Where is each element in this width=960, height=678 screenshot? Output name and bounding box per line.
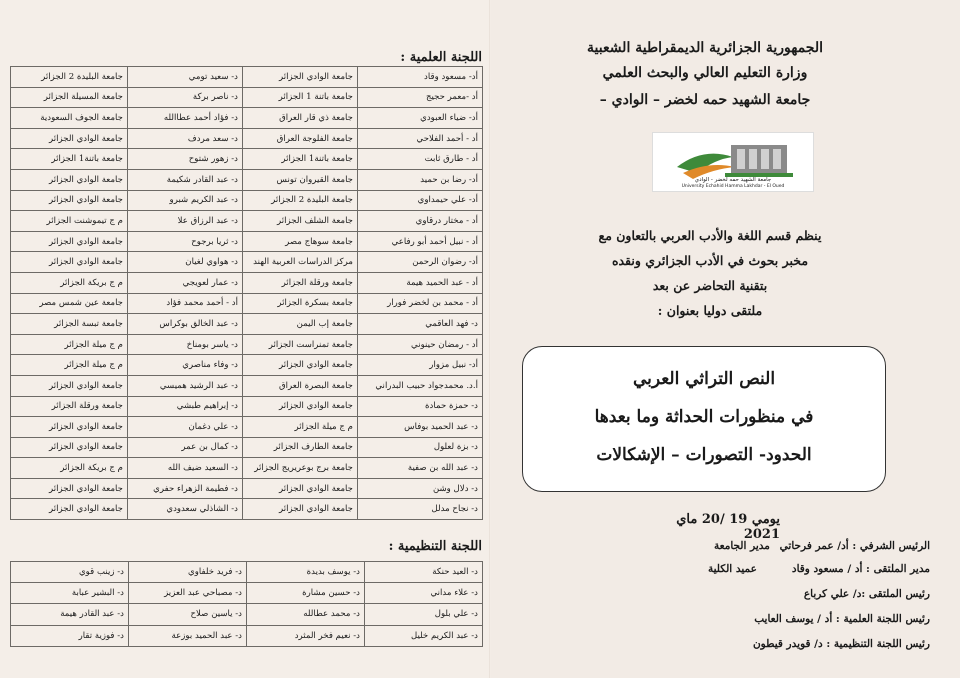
conference-director: مدير الملتقى : أد / مسعود وقاد <box>791 563 930 575</box>
scientific-row-cell: د- علي دغمان <box>128 417 243 438</box>
scientific-committee-table <box>10 66 483 520</box>
scientific-row <box>11 478 483 499</box>
scientific-row <box>11 252 483 273</box>
intro-line-3: بتقنية التحاضر عن بعد <box>652 278 768 293</box>
honorary-president: الرئيس الشرفي : أد/ عمر فرحاتي <box>779 540 930 552</box>
scientific-row-cell: أد - رمضان حينوني <box>358 334 483 355</box>
scientific-row-cell: جامعة تبسة الجزائر <box>11 314 128 335</box>
scientific-row-cell: جامعة الوادي الجزائر <box>11 231 128 252</box>
scientific-row-cell: جامعة الوادي الجزائر <box>243 355 358 376</box>
organizing-row-cell: د- حسين مشارة <box>247 583 365 604</box>
organizing-committee-title: اللجنة التنظيمية : <box>388 539 482 554</box>
scientific-row-cell: د- عبد الرشيد هميسي <box>128 375 243 396</box>
scientific-row-cell: د- عبد الحميد بوفاس <box>358 417 483 438</box>
intro-line-4: ملتقى دوليا بعنوان : <box>657 303 763 318</box>
scientific-row-cell: جامعة تمنراست الجزائر <box>243 334 358 355</box>
organizing-row-cell: د- علاء مداني <box>365 583 483 604</box>
scientific-row-cell: جامعة البليدة 2 الجزائر <box>243 190 358 211</box>
scientific-row-cell: د- فهد العاقمي <box>358 314 483 335</box>
organizing-row <box>11 583 483 604</box>
scientific-row <box>11 396 483 417</box>
organizing-row <box>11 604 483 625</box>
scientific-row-cell: جامعة سوهاج مصر <box>243 231 358 252</box>
header-university: جامعة الشهيد حمه لخضر – الوادي – <box>599 92 811 108</box>
scientific-row-cell: جامعة برج بوعريريج الجزائر <box>243 458 358 479</box>
scientific-row-cell: م ج ميلة الجزائر <box>11 355 128 376</box>
organizing-row-cell: د- عبد الحميد بوزعة <box>129 625 247 646</box>
scientific-row-cell: د- عبد القادر شكيمة <box>128 169 243 190</box>
scientific-row-cell: أد - نبيل أحمد أبو رفاعي <box>358 231 483 252</box>
scientific-row-cell: د- عبد الرزاق علا <box>128 211 243 232</box>
scientific-row-cell: د- الشاذلي سعدودي <box>128 499 243 520</box>
organizing-row-cell: د- العيد حنكة <box>365 562 483 583</box>
scientific-row-cell: د- فؤاد أحمد عطاالله <box>128 108 243 129</box>
scientific-row-cell: جامعة الجوف السعودية <box>11 108 128 129</box>
intro-line-2: مخبر بحوث في الأدب الجزائري ونقده <box>611 253 809 268</box>
scientific-row-cell: م ج تيموشنت الجزائر <box>11 211 128 232</box>
scientific-row-cell: جامعة الوادي الجزائر <box>11 417 128 438</box>
scientific-row <box>11 211 483 232</box>
scientific-row-cell: د- سعيد تومي <box>128 67 243 88</box>
conference-title-line-1: النص التراثي العربي <box>632 369 776 389</box>
scientific-row-cell: جامعة الوادي الجزائر <box>11 252 128 273</box>
scientific-row <box>11 458 483 479</box>
organizing-committee-chair: رئيس اللجنة التنظيمية : د/ قويدر قيطون <box>752 638 930 650</box>
scientific-committee-title: اللجنة العلمية : <box>400 50 482 65</box>
organizing-row <box>11 625 483 646</box>
scientific-row <box>11 293 483 314</box>
conference-director-role: عميد الكلية <box>708 563 757 575</box>
scientific-row-cell: جامعة البصرة العراق <box>243 375 358 396</box>
scientific-row-cell: جامعة ذي قار العراق <box>243 108 358 129</box>
scientific-row-cell: م ج ميلة الجزائر <box>11 334 128 355</box>
scientific-row-cell: جامعة ورقلة الجزائر <box>243 272 358 293</box>
scientific-row-cell: جامعة الشلف الجزائر <box>243 211 358 232</box>
organizing-row-cell: د- مصباحي عبد العزيز <box>129 583 247 604</box>
scientific-row-cell: جامعة الوادي الجزائر <box>11 128 128 149</box>
organizing-row-cell: د- علي بلول <box>365 604 483 625</box>
scientific-row <box>11 437 483 458</box>
organizing-committee-table <box>10 561 483 647</box>
scientific-row <box>11 87 483 108</box>
scientific-row-cell: جامعة المسيلة الجزائر <box>11 87 128 108</box>
scientific-committee-chair: رئيس اللجنة العلمية : أد / يوسف العايب <box>754 613 930 625</box>
scientific-row-cell: جامعة البليدة 2 الجزائر <box>11 67 128 88</box>
scientific-row-cell: د- فطيمة الزهراء حفري <box>128 478 243 499</box>
scientific-row <box>11 190 483 211</box>
header-republic: الجمهورية الجزائرية الديمقراطية الشعبية <box>586 40 823 56</box>
organizing-row-cell: د- يوسف بديدة <box>247 562 365 583</box>
scientific-row-cell: د- عبد الكريم شبرو <box>128 190 243 211</box>
scientific-row-cell: د- نجاح مدلل <box>358 499 483 520</box>
organizing-row-cell: د- محمد عطالله <box>247 604 365 625</box>
scientific-row <box>11 334 483 355</box>
scientific-row-cell: أد - أحمد محمد فؤاد <box>128 293 243 314</box>
scientific-row-cell: د- سعد مردف <box>128 128 243 149</box>
scientific-row-cell: جامعة باتنة1 الجزائر <box>243 149 358 170</box>
scientific-row-cell: جامعة الطارف الجزائر <box>243 437 358 458</box>
scientific-row-cell: د- إبراهيم طبشي <box>128 396 243 417</box>
scientific-row-cell: جامعة إب اليمن <box>243 314 358 335</box>
scientific-row-cell: أد- نبيل مزوار <box>358 355 483 376</box>
scientific-row <box>11 108 483 129</box>
scientific-row-cell: جامعة الوادي الجزائر <box>243 499 358 520</box>
scientific-row-cell: د- هواوي لغيان <box>128 252 243 273</box>
scientific-row-cell: م ج بريكة الجزائر <box>11 458 128 479</box>
scientific-row-cell: أد - مختار درقاوي <box>358 211 483 232</box>
scientific-row-cell: د- عمار لعويجي <box>128 272 243 293</box>
scientific-row-cell: جامعة الوادي الجزائر <box>243 478 358 499</box>
scientific-row-cell: جامعة القيروان تونس <box>243 169 358 190</box>
scientific-row-cell: د- وفاء مناصري <box>128 355 243 376</box>
scientific-row-cell: د- دلال وشن <box>358 478 483 499</box>
scientific-row-cell: جامعة الوادي الجزائر <box>243 67 358 88</box>
scientific-row <box>11 67 483 88</box>
scientific-row-cell: جامعة الوادي الجزائر <box>11 499 128 520</box>
organizing-row-cell: د- فوزية تقار <box>11 625 129 646</box>
scientific-row-cell: مركز الدراسات العربية الهند <box>243 252 358 273</box>
scientific-row <box>11 169 483 190</box>
scientific-row-cell: د- حمزة حمادة <box>358 396 483 417</box>
conference-date: يومي 19 /20 ماي 2021 <box>676 512 780 542</box>
scientific-row <box>11 355 483 376</box>
scientific-row-cell: أد - أحمد الفلاحي <box>358 128 483 149</box>
scientific-row-cell: د- زهور شتوح <box>128 149 243 170</box>
conference-title-box <box>522 346 886 492</box>
honorary-president-role: مدير الجامعة <box>714 540 770 552</box>
page-fold <box>489 0 491 678</box>
scientific-row <box>11 499 483 520</box>
logo-caption-en: University Echahid Hamma Lakhdar - El Oued <box>681 184 785 189</box>
scientific-row-cell: جامعة الوادي الجزائر <box>11 437 128 458</box>
scientific-row-cell: جامعة الوادي الجزائر <box>243 396 358 417</box>
scientific-row <box>11 417 483 438</box>
organizing-row-cell: د- عبد الكريم خليل <box>365 625 483 646</box>
scientific-row-cell: م ج بريكة الجزائر <box>11 272 128 293</box>
scientific-row <box>11 272 483 293</box>
university-logo <box>652 132 814 192</box>
scientific-row-cell: جامعة الوادي الجزائر <box>11 375 128 396</box>
organizing-row-cell: د- ياسين صلاح <box>129 604 247 625</box>
scientific-row-cell: د- عبد الله بن صفية <box>358 458 483 479</box>
scientific-row-cell: د- بزة لعلول <box>358 437 483 458</box>
scientific-row-cell: جامعة عين شمس مصر <box>11 293 128 314</box>
scientific-row-cell: د- كمال بن عمر <box>128 437 243 458</box>
scientific-row-cell: أد- رضوان الرحمن <box>358 252 483 273</box>
scientific-row-cell: أد- رضا بن حميد <box>358 169 483 190</box>
conference-title-line-3: الحدود- التصورات – الإشكالات <box>596 445 812 465</box>
header-ministry: وزارة التعليم العالي والبحث العلمي <box>602 65 808 81</box>
scientific-row-cell: د- ياسر بومناخ <box>128 334 243 355</box>
scientific-row-cell: جامعة باتنة 1 الجزائر <box>243 87 358 108</box>
scientific-row-cell: جامعة بسكرة الجزائر <box>243 293 358 314</box>
organizing-row-cell: د- عبد القادر هيمة <box>11 604 129 625</box>
scientific-row <box>11 375 483 396</box>
organizing-row <box>11 562 483 583</box>
conference-title-line-2: في منظورات الحداثة وما بعدها <box>594 407 814 427</box>
scientific-row-cell: د- ثريا برجوح <box>128 231 243 252</box>
scientific-row <box>11 231 483 252</box>
scientific-row-cell: د- ناصر بركة <box>128 87 243 108</box>
scientific-row-cell: جامعة الوادي الجزائر <box>11 478 128 499</box>
scientific-row-cell: د- عبد الخالق بوكراس <box>128 314 243 335</box>
scientific-row-cell: أد- علي حيمداوي <box>358 190 483 211</box>
scientific-row <box>11 128 483 149</box>
scientific-row-cell: أد - عبد الحميد هيمة <box>358 272 483 293</box>
scientific-row-cell: أد- ضياء العبودي <box>358 108 483 129</box>
scientific-row-cell: أ.د. محمدجواد حبيب البدراني <box>358 375 483 396</box>
conference-chair: رئيس الملتقى :د/ علي كرباع <box>803 588 930 600</box>
logo-caption: جامعة الشهيد حمه لخضر - الوادي <box>694 177 772 183</box>
organizing-row-cell: د- نعيم فخر المثرد <box>247 625 365 646</box>
scientific-row <box>11 149 483 170</box>
scientific-row-cell: جامعة الوادي الجزائر <box>11 190 128 211</box>
scientific-row-cell: أد -معمر حجيج <box>358 87 483 108</box>
scientific-row-cell: جامعة باتنة1 الجزائر <box>11 149 128 170</box>
organizing-row-cell: د- فريد خلفاوي <box>129 562 247 583</box>
organizing-row-cell: د- البشير عبابة <box>11 583 129 604</box>
scientific-row-cell: أد - طارق ثابت <box>358 149 483 170</box>
intro-line-1: ينظم قسم اللغة والأدب العربي بالتعاون مع <box>598 228 822 243</box>
scientific-row <box>11 314 483 335</box>
organizing-row-cell: د- زينب قوي <box>11 562 129 583</box>
scientific-row-cell: د- السعيد ضيف الله <box>128 458 243 479</box>
scientific-row-cell: جامعة ورقلة الجزائر <box>11 396 128 417</box>
scientific-row-cell: م ج ميلة الجزائر <box>243 417 358 438</box>
scientific-row-cell: أد- مسعود وقاد <box>358 67 483 88</box>
scientific-row-cell: جامعة الوادي الجزائر <box>11 169 128 190</box>
scientific-row-cell: أد - محمد بن لخضر فورار <box>358 293 483 314</box>
scientific-row-cell: جامعة الفلوجة العراق <box>243 128 358 149</box>
